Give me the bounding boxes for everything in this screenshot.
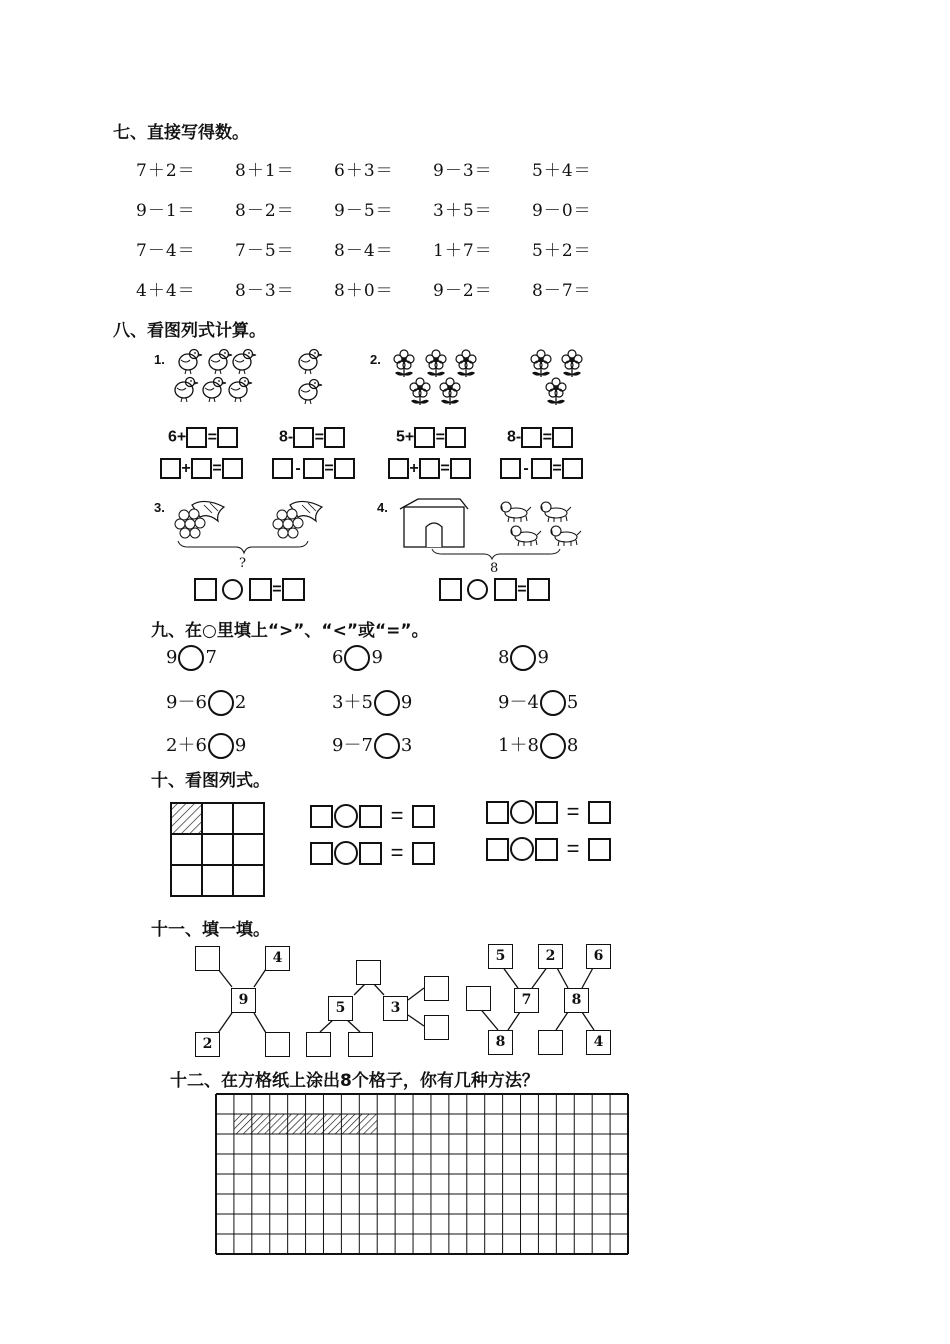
square-grid-paper[interactable] (214, 1092, 630, 1256)
arithmetic-exercise: 7－4＝ (136, 241, 196, 261)
right-operand: 7 (205, 647, 217, 668)
tree2-box-top[interactable] (356, 960, 381, 985)
shaded-grid-cell (323, 1114, 341, 1134)
shaded-grid-cell (270, 1114, 288, 1134)
tree3-box-top-1: 5 (488, 944, 513, 969)
section9-title: 九、在○里填上“>”、“<”或“=”。 (151, 621, 429, 641)
arithmetic-exercise: 8＋0＝ (334, 281, 394, 301)
tree1-box-top-left[interactable] (195, 946, 220, 971)
q1-equation-1: 6+ = (168, 427, 238, 448)
tree2-box-bottom-left[interactable] (306, 1032, 331, 1057)
right-operand: 5 (566, 692, 579, 713)
q3-question-mark: ? (239, 556, 246, 571)
left-operand: 9－6 (166, 692, 207, 713)
section12-title: 十二、在方格纸上涂出8个格子，你有几种方法？ (170, 1071, 539, 1091)
q2-equation-4: - = (500, 458, 583, 479)
right-operand: 3 (400, 735, 413, 756)
left-operand: 2＋6 (166, 735, 207, 756)
tree2-box-left: 5 (328, 996, 353, 1021)
arithmetic-exercise: 8＋1＝ (235, 161, 295, 181)
tree1-box-center: 9 (231, 988, 256, 1013)
arithmetic-exercise: 5＋4＝ (532, 161, 592, 181)
tree3-box-bottom-3: 4 (586, 1030, 611, 1055)
arithmetic-exercise: 4＋4＝ (136, 281, 196, 301)
shaded-grid-cell (359, 1114, 377, 1134)
equals-sign: = (566, 799, 580, 824)
section8-title: 八、看图列式计算。 (113, 321, 266, 341)
section11-title: 十一、填一填。 (151, 920, 270, 940)
tree3-box-top-2: 2 (538, 944, 563, 969)
right-operand: 9 (537, 647, 549, 668)
tree3-box-left[interactable] (466, 986, 491, 1011)
shaded-grid-cell (234, 1114, 252, 1134)
q2-eq1-prefix: 5+ (396, 428, 415, 446)
question-3-label: 3. (154, 500, 165, 515)
left-operand: 1＋8 (498, 735, 539, 756)
left-operand: 6 (332, 647, 344, 668)
q4-equation: = (439, 578, 550, 601)
q2-equation-2: 8- = (507, 427, 573, 448)
shaded-grid-cell (288, 1114, 306, 1134)
q2-eq2-prefix: 8- (507, 428, 522, 446)
arithmetic-exercise: 9－2＝ (433, 281, 493, 301)
q1-eq2-prefix: 8- (279, 428, 294, 446)
tree2-box-far-bottom[interactable] (424, 1015, 449, 1040)
left-operand: 9－7 (332, 735, 373, 756)
left-operand: 3＋5 (332, 692, 373, 713)
right-operand: 2 (234, 692, 247, 713)
arithmetic-exercise: 3＋5＝ (433, 201, 493, 221)
arithmetic-exercise: 7＋2＝ (136, 161, 196, 181)
arithmetic-exercise: 8－2＝ (235, 201, 295, 221)
tree2-box-right: 3 (383, 996, 408, 1021)
equals-sign: = (566, 836, 580, 861)
q1-equation-3: + = (160, 458, 243, 479)
q1-equation-4: - = (272, 458, 355, 479)
tree3-box-bottom-2[interactable] (538, 1030, 563, 1055)
right-operand: 9 (371, 647, 383, 668)
q1-eq1-prefix: 6+ (168, 428, 187, 446)
arithmetic-exercise: 9－3＝ (433, 161, 493, 181)
left-operand: 9 (166, 647, 178, 668)
arithmetic-exercise: 8－4＝ (334, 241, 394, 261)
tree1-box-top-right: 4 (265, 946, 290, 971)
tree3-box-top-3: 6 (586, 944, 611, 969)
arithmetic-exercise: 6＋3＝ (334, 161, 394, 181)
left-operand: 9－4 (498, 692, 539, 713)
section10-title: 十、看图列式。 (151, 771, 270, 791)
arithmetic-exercise: 9－1＝ (136, 201, 196, 221)
q1-equation-2: 8- = (279, 427, 345, 448)
question-2-label: 2. (370, 352, 381, 367)
question-4-label: 4. (377, 500, 388, 515)
q4-total: 8 (490, 561, 499, 576)
shaded-grid-cell (252, 1114, 270, 1134)
arithmetic-exercise: 9－5＝ (334, 201, 394, 221)
arithmetic-exercise: 5＋2＝ (532, 241, 592, 261)
tree1-box-bottom-right[interactable] (265, 1032, 290, 1057)
right-operand: 9 (234, 735, 247, 756)
right-operand: 9 (400, 692, 413, 713)
q3-equation: = (194, 578, 305, 601)
q2-equation-3: + = (388, 458, 471, 479)
tree2-box-far-top[interactable] (424, 976, 449, 1001)
left-operand: 8 (498, 647, 510, 668)
tree3-box-middle-1: 7 (514, 988, 539, 1013)
shaded-grid-cell (341, 1114, 359, 1134)
section7-title: 七、直接写得数。 (113, 123, 249, 143)
arithmetic-exercise: 9－0＝ (532, 201, 592, 221)
arithmetic-exercise: 1＋7＝ (433, 241, 493, 261)
tree2-box-bottom-right[interactable] (348, 1032, 373, 1057)
right-operand: 8 (566, 735, 579, 756)
arithmetic-exercise: 7－5＝ (235, 241, 295, 261)
equals-sign: = (390, 840, 404, 865)
equals-sign: = (390, 803, 404, 828)
tree3-box-middle-2: 8 (564, 988, 589, 1013)
shaded-grid-cell (306, 1114, 324, 1134)
tree3-box-bottom-1: 8 (488, 1030, 513, 1055)
tree1-box-bottom-left: 2 (195, 1032, 220, 1057)
arithmetic-exercise: 8－3＝ (235, 281, 295, 301)
question-1-label: 1. (154, 352, 165, 367)
q2-equation-1: 5+ = (396, 427, 466, 448)
arithmetic-exercise: 8－7＝ (532, 281, 592, 301)
